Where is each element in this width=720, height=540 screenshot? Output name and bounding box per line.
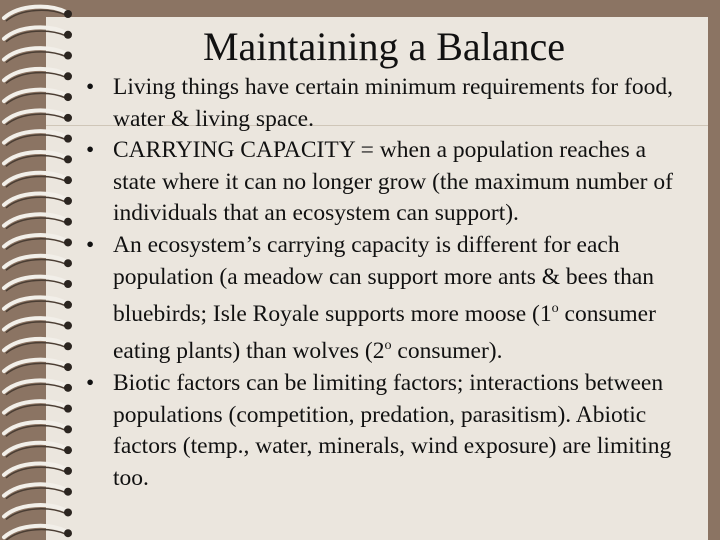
- punch-hole: [64, 218, 72, 226]
- punch-hole: [64, 135, 72, 143]
- punch-hole: [64, 259, 72, 267]
- punch-hole: [64, 280, 72, 288]
- punch-hole: [64, 322, 72, 330]
- slide-title: Maintaining a Balance: [202, 24, 566, 69]
- punch-hole: [64, 72, 72, 80]
- bullet-item: [86, 368, 686, 494]
- bullet-item: [86, 230, 686, 368]
- bullet-item: [86, 135, 686, 230]
- punch-hole: [64, 176, 72, 184]
- punch-hole: [64, 342, 72, 350]
- superscript: o: [551, 300, 559, 317]
- bullet-text: An ecosystem’s carrying capacity is different for each population (a meadow can support more ants & bees than bluebirds; Isle Royale supports more moose (1$^o$ consumer eating plants) than wolves (2$^o$ consumer).: [113, 231, 656, 365]
- punch-hole: [64, 197, 72, 205]
- punch-hole: [64, 446, 72, 454]
- punch-hole: [64, 508, 72, 516]
- bullet-dot: •: [86, 137, 95, 164]
- superscript: o: [384, 337, 392, 354]
- punch-hole: [64, 155, 72, 163]
- punch-hole: [64, 114, 72, 122]
- punch-hole: [64, 425, 72, 433]
- punch-hole: [64, 10, 72, 18]
- bullet-text: Biotic factors can be limiting factors; interactions between populations (competition, predation, parasitism). Abiotic factors (temp., water, minerals, wind exposure) are limiting too.: [113, 370, 672, 491]
- bullet-item: [86, 72, 686, 135]
- bullet-text: Living things have certain minimum requirements for food, water & living space.: [113, 74, 673, 132]
- punch-hole: [64, 238, 72, 246]
- punch-hole: [64, 363, 72, 371]
- bullet-text: CARRYING CAPACITY = when a population reaches a state where it can no longer grow (the maximum number of individuals that an ecosystem can support).: [113, 137, 673, 227]
- punch-hole: [64, 529, 72, 537]
- bullet-dot: •: [86, 370, 95, 396]
- bullet-list: [86, 72, 686, 494]
- punch-hole: [64, 93, 72, 101]
- punch-hole: [64, 384, 72, 392]
- punch-hole: [64, 488, 72, 496]
- punch-hole: [64, 405, 72, 413]
- bullet-dot: •: [86, 74, 95, 100]
- punch-hole: [64, 301, 72, 309]
- bullet-dot: •: [86, 231, 95, 258]
- punch-hole: [64, 467, 72, 475]
- spiral-binding-icon: [0, 0, 80, 540]
